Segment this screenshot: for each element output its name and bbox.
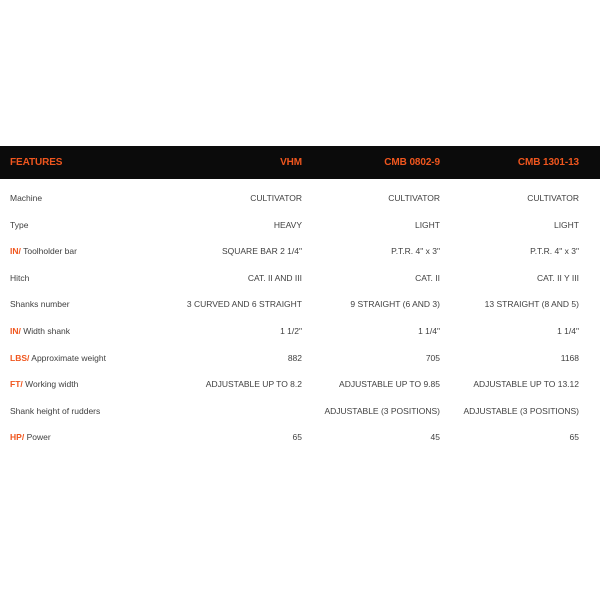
value-cell-col2: ADJUSTABLE (3 POSITIONS) (324, 405, 440, 416)
unit-label: LBS (10, 352, 27, 363)
value-cell-col3: 65 (569, 432, 579, 443)
unit-separator: / (21, 432, 25, 443)
value-cell-col2: 705 (425, 352, 440, 363)
value-cell-col1: CAT. II AND III (247, 272, 302, 283)
value-cell-col3: CULTIVATOR (527, 193, 579, 203)
feature-name: Width shank (23, 325, 71, 336)
unit-label: HP (10, 432, 22, 443)
feature-label (10, 398, 100, 425)
spec-comparison-table (0, 146, 600, 451)
feature-name: Type (10, 219, 29, 230)
feature-name: Shank height of rudders (10, 405, 101, 416)
header-model-cmb-0802-9: CMB 0802-9 (384, 157, 440, 168)
unit-separator: / (18, 325, 21, 336)
unit-label: IN (10, 246, 19, 257)
value-cell-col2: 45 (430, 432, 440, 443)
value-cell-col1: SQUARE BAR 2 1/4" (221, 246, 302, 257)
unit-separator: / (20, 379, 23, 390)
header-model-cmb-1301-13: CMB 1301-13 (517, 157, 579, 168)
value-cell-col3: ADJUSTABLE UP TO 13.12 (473, 379, 579, 390)
table-row (0, 291, 600, 318)
feature-label (10, 345, 106, 372)
table-row (0, 318, 600, 345)
feature-name: Working width (25, 379, 79, 390)
feature-name: Approximate weight (31, 352, 106, 363)
value-cell-col3: CAT. II Y III (536, 272, 579, 283)
table-body (0, 179, 600, 451)
feature-name: Toolholder bar (23, 246, 77, 257)
feature-label (10, 424, 51, 451)
feature-name: Shanks number (10, 299, 70, 310)
header-model-vhm: VHM (280, 157, 302, 168)
table-header (0, 146, 600, 179)
value-cell-col1: 1 1/2" (280, 325, 302, 336)
value-cell-col1: 65 (292, 432, 302, 443)
value-cell-col2: CULTIVATOR (388, 193, 440, 203)
feature-label (10, 291, 70, 318)
table-row (0, 424, 600, 451)
value-cell-col1: ADJUSTABLE UP TO 8.2 (205, 379, 302, 390)
value-cell-col1: 3 CURVED AND 6 STRAIGHT (186, 299, 302, 310)
value-cell-col2: 9 STRAIGHT (6 AND 3) (350, 299, 440, 310)
feature-label (10, 185, 42, 212)
feature-name: Power (26, 432, 51, 443)
table-row (0, 238, 600, 265)
table-row (0, 345, 600, 372)
value-cell-col1: CULTIVATOR (250, 193, 302, 203)
feature-label (10, 318, 70, 345)
value-cell-col1: 882 (287, 352, 302, 363)
value-cell-col2: P.T.R. 4" x 3" (391, 246, 440, 257)
feature-label (10, 212, 28, 239)
value-cell-col3: LIGHT (553, 219, 579, 230)
value-cell-col2: LIGHT (414, 219, 440, 230)
feature-label (10, 371, 78, 398)
table-row (0, 185, 600, 212)
feature-label (10, 238, 77, 265)
value-cell-col2: 1 1/4" (418, 325, 440, 336)
value-cell-col2: CAT. II (415, 272, 440, 283)
unit-label: FT (10, 379, 21, 390)
feature-label (10, 265, 29, 292)
table-row (0, 398, 600, 425)
value-cell-col3: ADJUSTABLE (3 POSITIONS) (463, 405, 579, 416)
table-row (0, 265, 600, 292)
feature-name: Machine (10, 193, 43, 203)
unit-separator: / (27, 352, 30, 363)
value-cell-col2: ADJUSTABLE UP TO 9.85 (339, 379, 440, 390)
unit-label: IN (10, 325, 19, 336)
table-row (0, 212, 600, 239)
value-cell-col3: 1168 (560, 352, 579, 363)
header-features: FEATURES (10, 157, 63, 168)
value-cell-col3: P.T.R. 4" x 3" (530, 246, 579, 257)
feature-name: Hitch (10, 272, 30, 283)
table-row (0, 371, 600, 398)
unit-separator: / (18, 246, 21, 257)
value-cell-col3: 13 STRAIGHT (8 AND 5) (484, 299, 579, 310)
value-cell-col1: HEAVY (273, 219, 302, 230)
value-cell-col3: 1 1/4" (557, 325, 579, 336)
